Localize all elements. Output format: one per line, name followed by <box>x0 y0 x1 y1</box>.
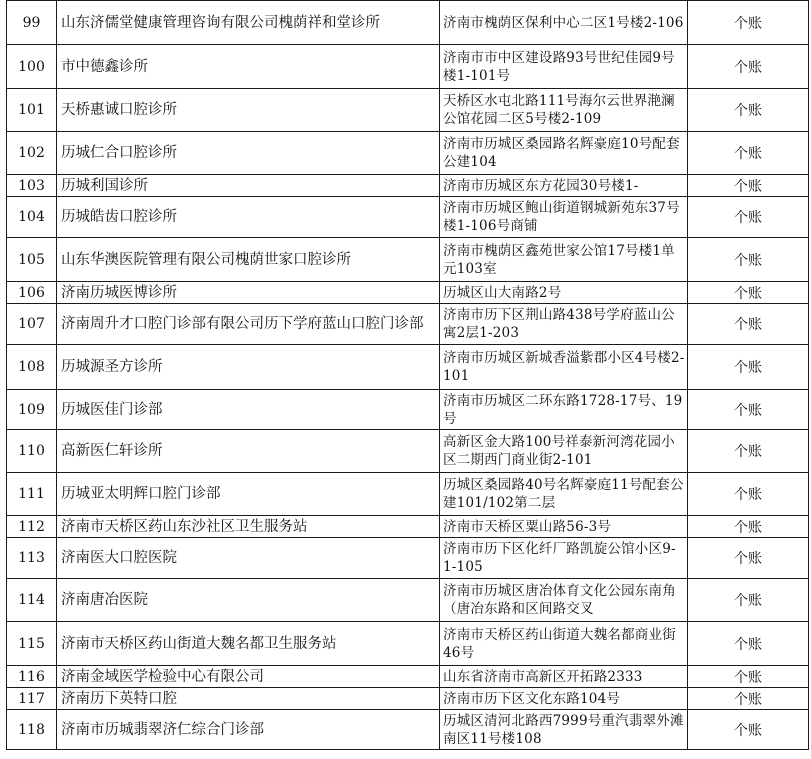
clinic-name: 济南市历城翡翠济仁综合门诊部 <box>61 721 264 738</box>
clinic-address-cell <box>440 516 688 538</box>
table-row <box>7 45 809 89</box>
table-row <box>7 579 809 622</box>
account-type-cell <box>688 710 809 750</box>
account-type: 个账 <box>734 402 762 419</box>
table-row <box>7 390 809 430</box>
table-row <box>7 345 809 390</box>
account-type: 个账 <box>734 593 762 609</box>
clinic-name-cell <box>57 430 440 473</box>
clinic-address: 高新区金大路100号祥泰新河湾花园小区二期西门商业街2-101 <box>443 434 675 468</box>
account-type: 个账 <box>734 636 762 653</box>
row-number-cell <box>7 45 57 89</box>
table-row <box>7 538 809 579</box>
account-type: 个账 <box>734 669 762 686</box>
row-number: 112 <box>18 518 45 535</box>
row-number-cell <box>7 710 57 750</box>
clinic-name-cell <box>57 282 440 304</box>
account-type: 个账 <box>734 444 762 460</box>
row-number-cell <box>7 197 57 238</box>
clinic-name: 济南周升才口腔门诊部有限公司历下学府蓝山口腔门诊部 <box>61 316 424 332</box>
clinic-address-cell <box>440 132 688 175</box>
clinic-name-cell <box>57 345 440 390</box>
table-row <box>7 666 809 688</box>
row-number-cell <box>7 282 57 304</box>
clinic-address-cell <box>440 430 688 473</box>
clinic-address-cell <box>440 666 688 688</box>
clinic-name: 历城医佳门诊部 <box>61 401 163 418</box>
row-number: 115 <box>18 635 45 652</box>
clinic-name-cell <box>57 516 440 538</box>
row-number-cell <box>7 390 57 430</box>
clinic-name-cell <box>57 579 440 622</box>
account-type-cell <box>688 430 809 473</box>
row-number: 103 <box>18 177 45 194</box>
clinic-address-cell <box>440 304 688 345</box>
row-number: 113 <box>18 550 45 566</box>
row-number-cell <box>7 345 57 390</box>
account-type: 个账 <box>734 519 762 536</box>
account-type-cell <box>688 304 809 345</box>
table-row <box>7 516 809 538</box>
account-type: 个账 <box>734 15 762 32</box>
row-number-cell <box>7 238 57 282</box>
row-number-cell <box>7 175 57 197</box>
account-type: 个账 <box>734 178 762 195</box>
account-type: 个账 <box>734 252 762 269</box>
clinic-address-cell <box>440 579 688 622</box>
clinic-table-body <box>7 1 809 750</box>
table-row <box>7 89 809 132</box>
clinic-address-cell <box>440 238 688 282</box>
clinic-address: 山东省济南市高新区开拓路2333 <box>443 668 643 685</box>
clinic-name-cell <box>57 175 440 197</box>
row-number: 118 <box>18 721 45 738</box>
clinic-address: 济南市历城区二环东路1728-17号、19号 <box>443 392 683 427</box>
row-number: 100 <box>18 58 45 75</box>
account-type-cell <box>688 688 809 710</box>
row-number-cell <box>7 430 57 473</box>
row-number: 109 <box>18 401 45 418</box>
clinic-address-cell <box>440 622 688 666</box>
clinic-name: 济南历城医博诊所 <box>61 284 177 301</box>
clinic-name: 济南医大口腔医院 <box>61 550 177 566</box>
clinic-name: 历城利国诊所 <box>61 177 148 194</box>
clinic-address: 济南市历城区桑园路名辉豪庭10号配套公建104 <box>443 136 680 170</box>
table-row <box>7 710 809 750</box>
clinic-address: 历城区桑园路40号名辉豪庭11号配套公建101/102第二层 <box>443 477 684 511</box>
clinic-address: 济南市槐荫区保利中心二区1号楼2-106 <box>443 14 684 31</box>
row-number-cell <box>7 538 57 579</box>
account-type: 个账 <box>734 59 762 76</box>
clinic-name: 济南唐冶医院 <box>61 592 148 608</box>
row-number: 99 <box>22 14 41 31</box>
clinic-name-cell <box>57 710 440 750</box>
clinic-name: 天桥惠诚口腔诊所 <box>61 102 177 118</box>
clinic-address-cell <box>440 282 688 304</box>
clinic-name: 济南市天桥区药山东沙社区卫生服务站 <box>61 518 308 535</box>
row-number-cell <box>7 473 57 516</box>
account-type: 个账 <box>734 360 762 376</box>
clinic-address-cell <box>440 45 688 89</box>
clinic-address-cell <box>440 473 688 516</box>
table-row <box>7 622 809 666</box>
account-type-cell <box>688 197 809 238</box>
clinic-name: 高新医仁轩诊所 <box>61 443 163 459</box>
clinic-address-cell <box>440 1 688 45</box>
account-type-cell <box>688 579 809 622</box>
clinic-address-cell <box>440 175 688 197</box>
row-number-cell <box>7 666 57 688</box>
row-number-cell <box>7 579 57 622</box>
row-number-cell <box>7 622 57 666</box>
account-type-cell <box>688 1 809 45</box>
clinic-address: 济南市天桥区粟山路56-3号 <box>443 518 612 535</box>
account-type: 个账 <box>734 317 762 333</box>
clinic-name-cell <box>57 390 440 430</box>
row-number-cell <box>7 304 57 345</box>
clinic-name: 历城源圣方诊所 <box>61 359 163 375</box>
table-row <box>7 430 809 473</box>
row-number: 104 <box>18 209 45 225</box>
clinic-address: 济南市历城区唐冶体育文化公园东南角（唐冶东路和区间路交叉 <box>443 583 676 617</box>
row-number: 107 <box>18 316 45 332</box>
row-number: 110 <box>18 443 45 459</box>
account-type: 个账 <box>734 146 762 162</box>
table-row <box>7 175 809 197</box>
row-number-cell <box>7 89 57 132</box>
table-row <box>7 473 809 516</box>
row-number-cell <box>7 516 57 538</box>
clinic-name-cell <box>57 538 440 579</box>
account-type-cell <box>688 45 809 89</box>
clinic-address: 济南市历下区化纤厂路凯旋公馆小区9-1-105 <box>443 541 676 575</box>
table-row <box>7 304 809 345</box>
clinic-name: 历城皓齿口腔诊所 <box>61 209 177 225</box>
clinic-address: 济南市历下区文化东路104号 <box>443 690 621 707</box>
clinic-name: 历城仁合口腔诊所 <box>61 145 177 161</box>
account-type-cell <box>688 282 809 304</box>
account-type-cell <box>688 473 809 516</box>
table-row <box>7 688 809 710</box>
clinic-name-cell <box>57 132 440 175</box>
account-type: 个账 <box>734 103 762 119</box>
account-type-cell <box>688 390 809 430</box>
clinic-name-cell <box>57 473 440 516</box>
row-number: 106 <box>18 284 45 301</box>
clinic-address-cell <box>440 89 688 132</box>
clinic-name-cell <box>57 89 440 132</box>
clinic-address-cell <box>440 710 688 750</box>
clinic-table <box>6 0 809 750</box>
account-type: 个账 <box>734 691 762 708</box>
account-type-cell <box>688 175 809 197</box>
account-type-cell <box>688 132 809 175</box>
clinic-name: 山东济儒堂健康管理咨询有限公司槐荫祥和堂诊所 <box>61 14 380 31</box>
account-type-cell <box>688 345 809 390</box>
account-type: 个账 <box>734 210 762 226</box>
table-row <box>7 282 809 304</box>
clinic-address: 历城区清河北路西7999号重汽翡翠外滩南区11号楼108 <box>443 712 684 747</box>
row-number: 101 <box>18 102 45 118</box>
account-type: 个账 <box>734 722 762 739</box>
clinic-name-cell <box>57 1 440 45</box>
clinic-name: 济南历下英特口腔 <box>61 690 177 707</box>
clinic-address: 历城区山大南路2号 <box>443 284 562 301</box>
row-number: 117 <box>18 690 45 707</box>
account-type-cell <box>688 538 809 579</box>
table-row <box>7 132 809 175</box>
clinic-name-cell <box>57 197 440 238</box>
table-row <box>7 197 809 238</box>
account-type: 个账 <box>734 551 762 567</box>
account-type-cell <box>688 666 809 688</box>
clinic-address-cell <box>440 538 688 579</box>
account-type: 个账 <box>734 285 762 302</box>
account-type: 个账 <box>734 487 762 503</box>
clinic-name-cell <box>57 666 440 688</box>
account-type-cell <box>688 622 809 666</box>
clinic-address: 济南市历城区鲍山街道钢城新苑东37号楼1-106号商铺 <box>443 200 680 234</box>
row-number-cell <box>7 1 57 45</box>
clinic-name-cell <box>57 688 440 710</box>
row-number: 102 <box>18 145 45 161</box>
clinic-address: 济南市历城区新城香溢紫郡小区4号楼2-101 <box>443 350 685 384</box>
clinic-address: 济南市市中区建设路93号世纪佳园9号楼1-101号 <box>443 49 675 84</box>
row-number: 114 <box>18 592 45 608</box>
row-number-cell <box>7 688 57 710</box>
clinic-address: 济南市槐荫区鑫苑世家公馆17号楼1单元103室 <box>443 242 675 277</box>
table-row <box>7 238 809 282</box>
clinic-address: 天桥区水屯北路111号海尔云世界滟澜公馆花园二区5号楼2-109 <box>443 93 675 127</box>
account-type-cell <box>688 89 809 132</box>
clinic-name: 市中德鑫诊所 <box>61 58 148 75</box>
clinic-name: 山东华澳医院管理有限公司槐荫世家口腔诊所 <box>61 251 351 268</box>
clinic-address-cell <box>440 688 688 710</box>
row-number: 108 <box>18 359 45 375</box>
table-row <box>7 1 809 45</box>
clinic-name-cell <box>57 45 440 89</box>
clinic-address-cell <box>440 345 688 390</box>
row-number: 105 <box>18 251 45 268</box>
clinic-name: 济南金域医学检验中心有限公司 <box>61 668 264 685</box>
clinic-name: 历城亚太明辉口腔门诊部 <box>61 486 221 502</box>
account-type-cell <box>688 238 809 282</box>
clinic-address-cell <box>440 390 688 430</box>
account-type-cell <box>688 516 809 538</box>
clinic-name: 济南市天桥区药山街道大魏名都卫生服务站 <box>61 635 337 652</box>
clinic-address: 济南市天桥区药山街道大魏名都商业街46号 <box>443 626 676 661</box>
row-number: 116 <box>18 668 45 685</box>
clinic-name-cell <box>57 622 440 666</box>
clinic-address: 济南市历下区荆山路438号学府蓝山公寓2层1-203 <box>443 307 675 341</box>
clinic-address-cell <box>440 197 688 238</box>
clinic-name-cell <box>57 238 440 282</box>
clinic-name-cell <box>57 304 440 345</box>
clinic-address: 济南市历城区东方花园30号楼1- <box>443 177 639 194</box>
row-number: 111 <box>18 486 45 502</box>
row-number-cell <box>7 132 57 175</box>
